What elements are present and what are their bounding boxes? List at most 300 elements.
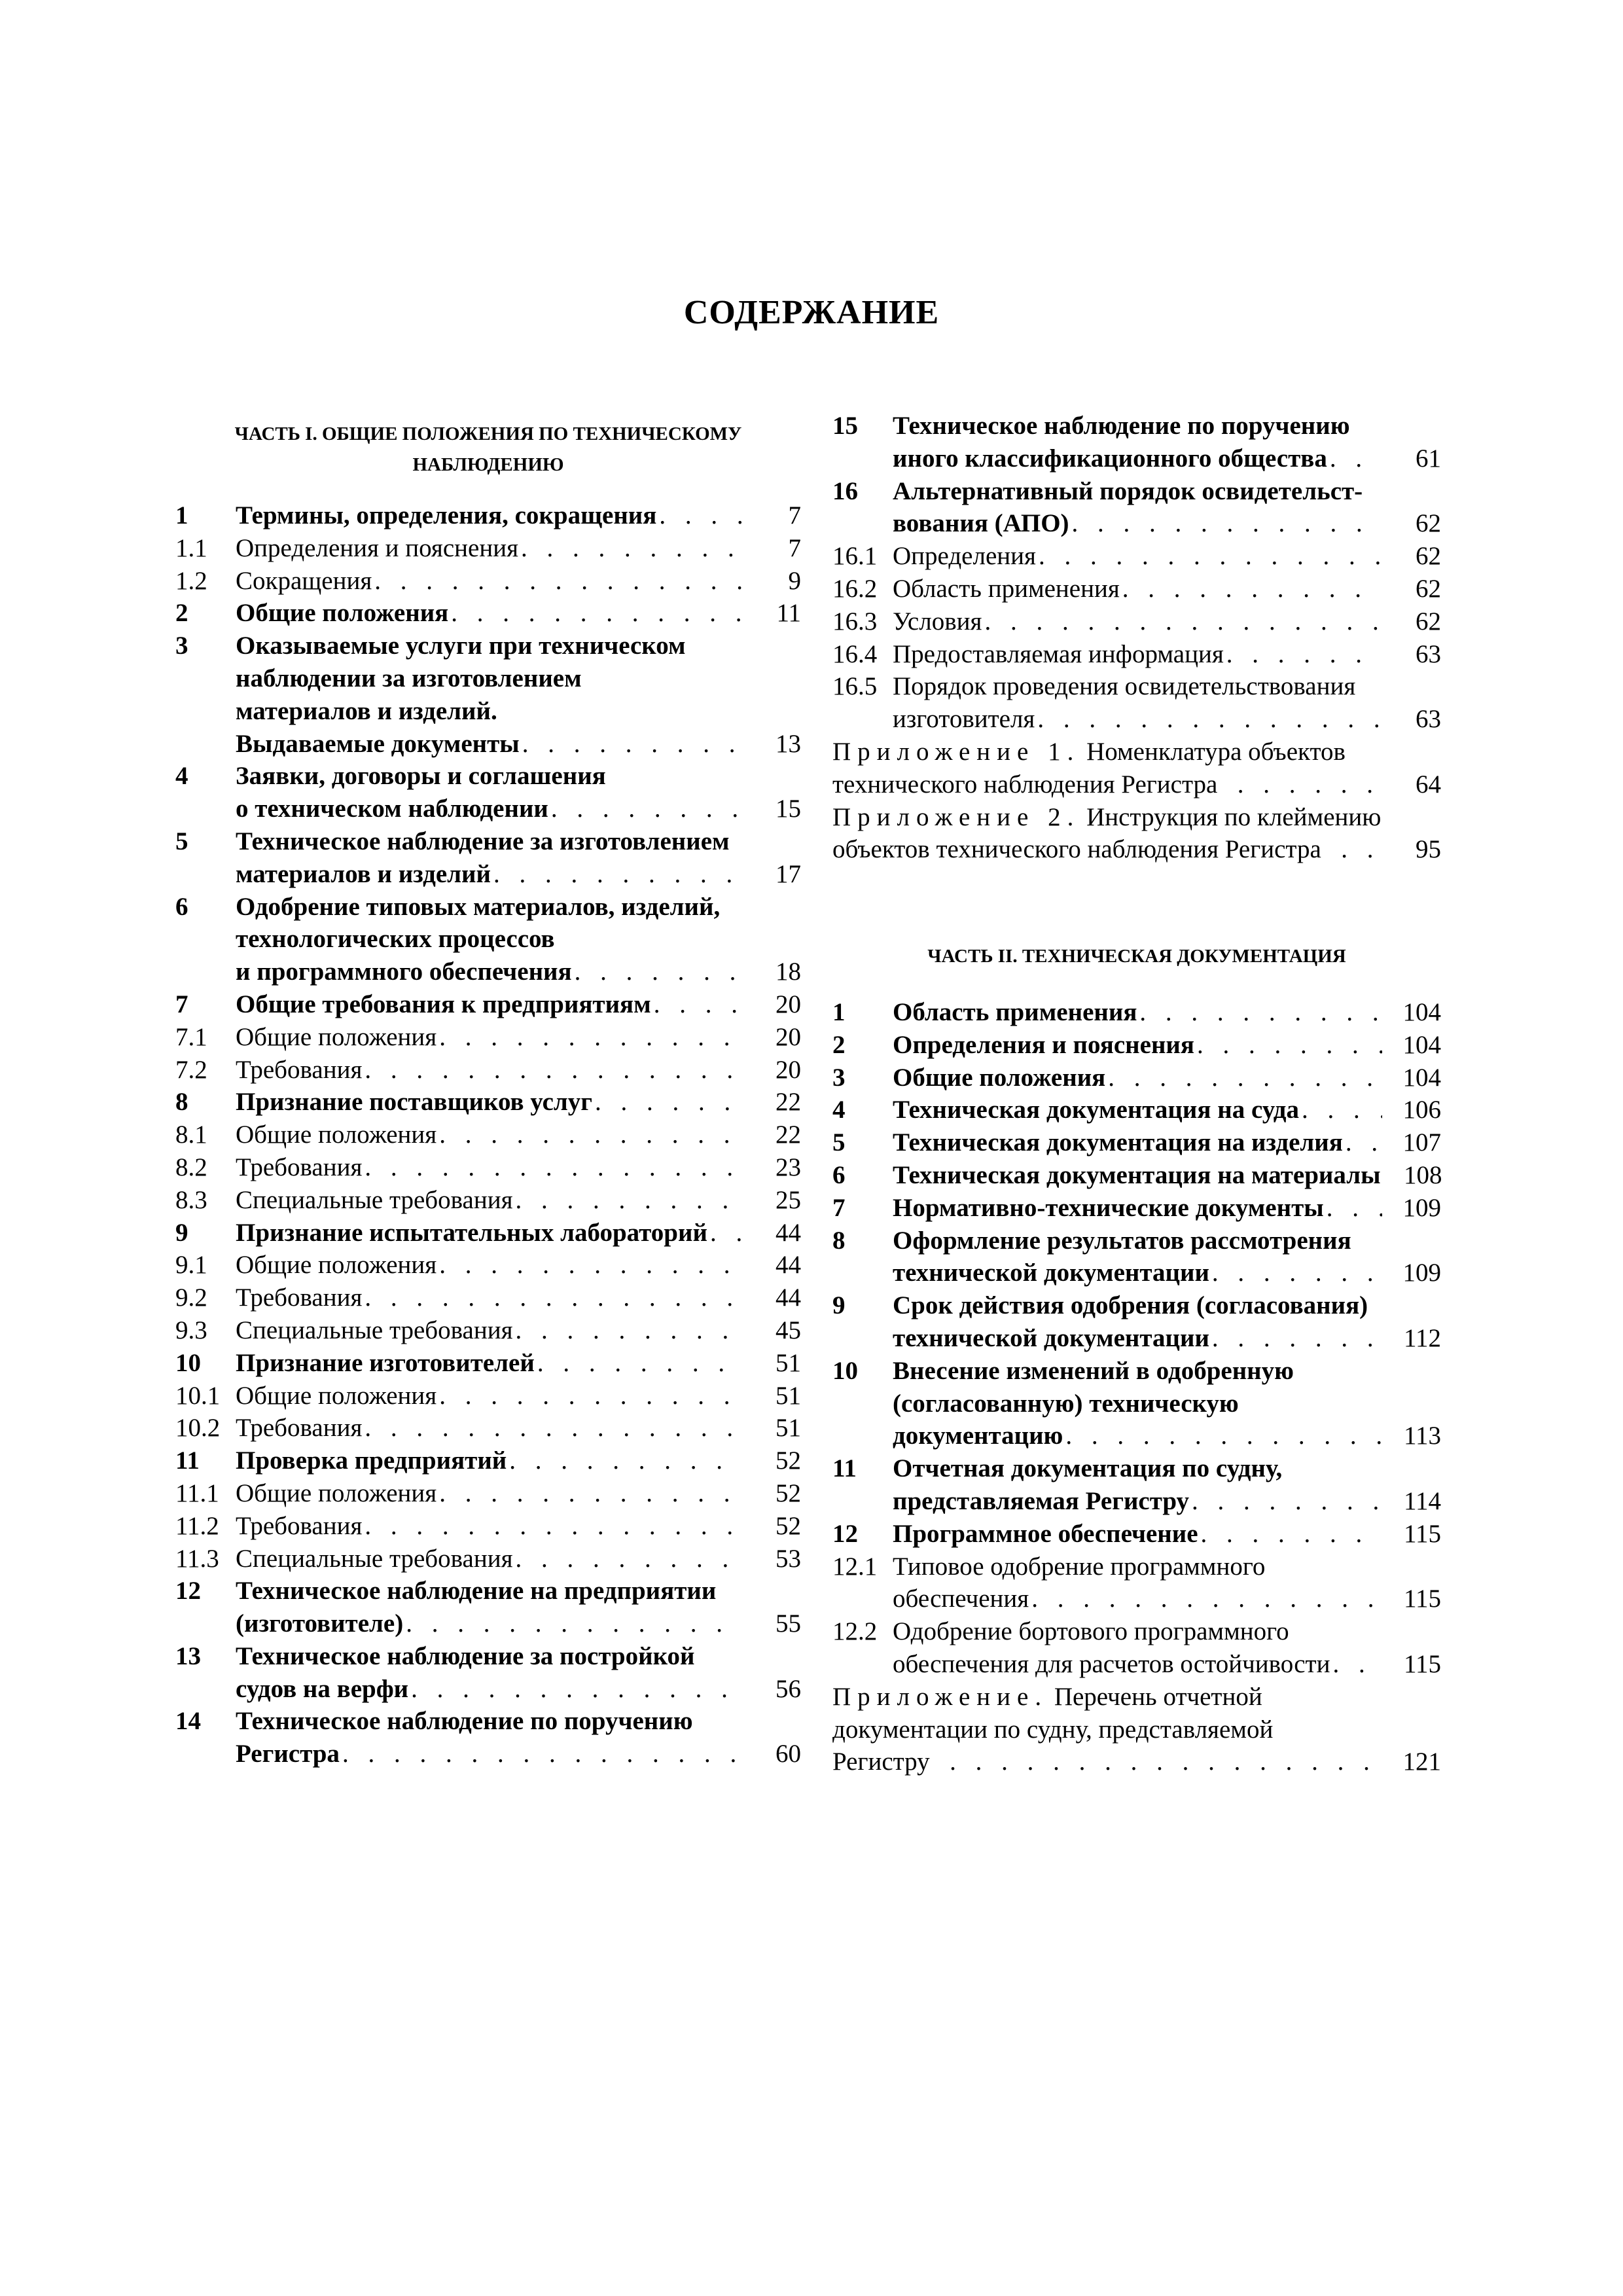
toc-entry-line [832, 768, 1441, 801]
toc-entry-title: Техническая документация на материалы [893, 1160, 1381, 1189]
dot-leader [1226, 638, 1382, 671]
toc-entry-number: 8.1 [175, 1121, 207, 1149]
toc-entry[interactable] [175, 1314, 801, 1347]
toc-entry-line [236, 565, 801, 598]
toc-entry-line [893, 703, 1441, 736]
toc-entry-title: Определения и пояснения [893, 1030, 1194, 1059]
toc-entry-number: 7 [175, 990, 188, 1018]
toc-entry[interactable] [175, 1477, 801, 1510]
toc-page-number: 18 [776, 958, 801, 986]
toc-entry[interactable] [175, 1086, 801, 1119]
toc-entry-title: технической документации [893, 1323, 1209, 1352]
toc-entry-title: Оказываемые услуги при техническом [236, 632, 686, 660]
toc-appendix-entry[interactable] [832, 801, 1441, 867]
toc-entry-line [893, 1062, 1441, 1094]
toc-entry-number: 9 [175, 1218, 188, 1247]
toc-entry[interactable] [832, 1289, 1441, 1355]
toc-page-number: 56 [776, 1674, 801, 1703]
appendix-label: Приложение. [832, 1682, 1048, 1711]
toc-entry[interactable] [175, 1054, 801, 1086]
toc-entry[interactable] [175, 597, 801, 630]
toc-entry-line [893, 1615, 1441, 1648]
dot-leader [1139, 996, 1382, 1029]
toc-entry[interactable] [175, 1217, 801, 1249]
toc-entry[interactable] [175, 1575, 801, 1640]
toc-entry-title: Общие положения [236, 1381, 437, 1410]
toc-entry-line [236, 1444, 801, 1477]
toc-entry-title: технологических процессов [236, 925, 555, 954]
toc-entry-title: Признание поставщиков услуг [236, 1088, 593, 1117]
toc-entry-title: (согласованную) техническую [893, 1389, 1239, 1418]
toc-page-number: 104 [1402, 1063, 1441, 1092]
toc-entry-line [236, 1151, 801, 1184]
dot-leader [1324, 833, 1382, 866]
toc-page-number: 13 [776, 729, 801, 758]
toc-entry-line [236, 1738, 801, 1770]
toc-entry-line [893, 1452, 1441, 1485]
toc-entry-title: и программного обеспечения [236, 958, 572, 986]
toc-entry-number: 3 [832, 1063, 846, 1092]
toc-entry[interactable] [175, 1282, 801, 1314]
toc-page-number: 61 [1416, 444, 1441, 473]
toc-entry[interactable] [832, 1126, 1441, 1159]
toc-entry-title: обеспечения [893, 1585, 1029, 1613]
toc-page-number: 15 [776, 795, 801, 823]
toc-entry-line [236, 630, 801, 662]
toc-entry-number: 11.2 [175, 1511, 219, 1540]
dot-leader [374, 565, 742, 598]
toc-page-number: 95 [1416, 835, 1441, 864]
toc-entry-number: 8 [175, 1088, 188, 1117]
toc-entry-title: иного классификационного общества [893, 444, 1327, 473]
toc-entry-line [832, 833, 1441, 866]
toc-entry[interactable] [175, 1184, 801, 1217]
toc-entry-number: 7.2 [175, 1055, 207, 1084]
toc-entry-number: 13 [175, 1641, 201, 1670]
toc-page-number: 62 [1416, 607, 1441, 636]
toc-entry-line [236, 1640, 801, 1673]
toc-page-number: 7 [788, 533, 801, 562]
toc-page-number: 52 [776, 1479, 801, 1507]
toc-entry-line [893, 1322, 1441, 1355]
part-1-heading-line-2: НАБЛЮДЕНИЮ [412, 454, 564, 475]
toc-entry-number: 8.3 [175, 1185, 207, 1214]
toc-page-number: 104 [1402, 1030, 1441, 1059]
toc-entry-number: 12.2 [832, 1617, 878, 1646]
toc-page-number: 55 [776, 1609, 801, 1638]
dot-leader [1332, 1648, 1382, 1681]
toc-page-number: 112 [1403, 1323, 1441, 1352]
part-1-heading-line-1: ЧАСТЬ I. ОБЩИЕ ПОЛОЖЕНИЯ ПО ТЕХНИЧЕСКОМУ [234, 423, 742, 444]
toc-entry-title: Техническое наблюдение по поручению [893, 412, 1350, 440]
toc-entry[interactable] [832, 1355, 1441, 1452]
toc-entry-body [236, 891, 801, 988]
toc-entry-body [893, 475, 1441, 541]
toc-entry-title: Техническое наблюдение за изготовлением [236, 827, 730, 855]
toc-entry-number: 1 [832, 998, 846, 1026]
toc-entry-title: Одобрение бортового программного [893, 1617, 1289, 1646]
dot-leader [365, 1282, 742, 1314]
toc-entry-body [236, 1249, 801, 1282]
toc-entry-line [893, 1551, 1441, 1583]
toc-entry-line [893, 1289, 1441, 1322]
appendix-label: Приложение 2. [832, 802, 1080, 831]
toc-entry-title: Предоставляемая информация [893, 639, 1224, 668]
toc-page-number: 107 [1402, 1128, 1441, 1157]
toc-page-number: 25 [776, 1185, 801, 1214]
toc-page-number: 17 [776, 859, 801, 888]
toc-page-number: 106 [1402, 1096, 1441, 1124]
toc-entry-line [893, 605, 1441, 638]
toc-entry-line [893, 507, 1441, 540]
toc-entry-title: Выдаваемые документы [236, 729, 520, 758]
toc-entry-title: Регистру [832, 1748, 930, 1776]
toc-entry[interactable] [175, 1249, 801, 1282]
dot-leader [1212, 1257, 1382, 1289]
toc-entry-body [893, 1029, 1441, 1062]
toc-entry-number: 11 [832, 1454, 857, 1483]
toc-entry-title: Определения [893, 542, 1036, 571]
toc-entry[interactable] [175, 1380, 801, 1412]
toc-entry-title: Оформление результатов рассмотрения [893, 1226, 1351, 1255]
toc-entry-title: Специальные требования [236, 1544, 513, 1573]
toc-entry-line [893, 670, 1441, 703]
dot-leader [654, 988, 742, 1021]
toc-entry-title: документации по судну, представляемой [832, 1715, 1274, 1744]
toc-entry-title: материалов и изделий [236, 859, 491, 888]
toc-page-number: 63 [1416, 639, 1441, 668]
toc-entry[interactable] [175, 1543, 801, 1575]
toc-entry-number: 4 [175, 762, 188, 791]
toc-entry[interactable] [832, 410, 1441, 475]
toc-appendix-entry[interactable] [832, 736, 1441, 801]
toc-appendix-entry[interactable] [832, 1681, 1441, 1778]
toc-entry-line [893, 996, 1441, 1029]
dot-leader [1122, 573, 1382, 605]
toc-page-number: 113 [1403, 1422, 1441, 1450]
toc-entry-number: 1 [175, 501, 188, 529]
toc-entry-title: Общие положения [236, 599, 449, 628]
toc-page-number: 121 [1402, 1748, 1441, 1776]
dot-leader [516, 1543, 742, 1575]
toc-entry[interactable] [175, 891, 801, 988]
toc-entry[interactable] [175, 630, 801, 760]
toc-entry-title: Сокращения [236, 566, 372, 595]
toc-page-number: 114 [1403, 1486, 1441, 1515]
toc-entry-title: наблюдении за изготовлением [236, 664, 582, 692]
toc-entry-body [893, 573, 1441, 605]
toc-entry[interactable] [175, 1640, 801, 1706]
toc-entry-body [832, 736, 1441, 801]
toc-entry-title: Техническая документация на суда [893, 1096, 1300, 1124]
dot-leader [521, 532, 742, 565]
toc-entry-line [236, 1510, 801, 1543]
toc-entry-number: 1.2 [175, 566, 207, 595]
dot-leader [1327, 1192, 1382, 1225]
toc-entry-line [893, 442, 1441, 475]
toc-page-number: 51 [776, 1381, 801, 1410]
toc-entry[interactable] [175, 1347, 801, 1380]
toc-entry-title: объектов технического наблюдения Регистра [832, 835, 1321, 864]
toc-entry-body [893, 1159, 1441, 1192]
toc-entry-body [236, 1543, 801, 1575]
toc-page-number: 20 [776, 1022, 801, 1051]
toc-entry[interactable] [832, 1062, 1441, 1094]
toc-entry[interactable] [832, 540, 1441, 573]
toc-entry-title: Нормативно-технические документы [893, 1193, 1324, 1222]
toc-entry[interactable] [175, 1151, 801, 1184]
toc-entry-line [236, 1543, 801, 1575]
toc-entry[interactable] [175, 760, 801, 825]
dot-leader [365, 1510, 742, 1543]
toc-entry-line [893, 1518, 1441, 1551]
toc-entry-body [236, 597, 801, 630]
dot-leader [1220, 768, 1382, 801]
toc-page-number: 53 [776, 1544, 801, 1573]
toc-entry[interactable] [175, 565, 801, 598]
toc-entry[interactable] [832, 1192, 1441, 1225]
toc-page-number: 7 [788, 501, 801, 529]
toc-page-number: 23 [776, 1153, 801, 1181]
toc-entry-line [236, 1184, 801, 1217]
toc-page-number: 22 [776, 1121, 801, 1149]
toc-entry-line [893, 1648, 1441, 1681]
toc-page-number: 115 [1403, 1585, 1441, 1613]
dot-leader [551, 793, 742, 825]
toc-entry-body [893, 670, 1441, 736]
toc-entry-title: Программное обеспечение [893, 1519, 1198, 1548]
toc-entry-body [893, 638, 1441, 671]
toc-page-number: 62 [1416, 509, 1441, 538]
toc-entry-title: обеспечения для расчетов остойчивости [893, 1649, 1330, 1678]
toc-entry-body [832, 1681, 1441, 1778]
toc-entry-line [236, 1282, 801, 1314]
dot-leader [509, 1444, 742, 1477]
dot-leader [1039, 540, 1382, 573]
toc-list-part-2 [832, 996, 1441, 1778]
toc-entry-line [832, 1713, 1441, 1746]
toc-entry[interactable] [832, 475, 1441, 541]
toc-entry-number: 16.5 [832, 672, 878, 701]
dot-leader [1072, 507, 1382, 540]
toc-entry-line [236, 1380, 801, 1412]
toc-entry-title: Область применения [893, 574, 1120, 603]
toc-entry-title: Техническое наблюдение на предприятии [236, 1577, 717, 1605]
toc-entry-body [236, 1444, 801, 1477]
toc-entry-line [236, 532, 801, 565]
toc-entry-number: 11 [175, 1446, 200, 1475]
toc-entry-number: 9.1 [175, 1251, 207, 1280]
toc-entry-line [893, 1126, 1441, 1159]
toc-entry-line [236, 1673, 801, 1706]
toc-entry-body [893, 605, 1441, 638]
toc-entry[interactable] [832, 1159, 1441, 1192]
toc-entry-body [236, 1151, 801, 1184]
toc-entry[interactable] [832, 1029, 1441, 1062]
dot-leader [1302, 1094, 1382, 1126]
toc-entry[interactable] [832, 1094, 1441, 1126]
toc-entry-line [236, 1054, 801, 1086]
toc-entry-title: Признание изготовителей [236, 1348, 535, 1377]
dot-leader [439, 1380, 742, 1412]
toc-entry-line [893, 573, 1441, 605]
toc-entry-title: вования (АПО) [893, 509, 1069, 538]
toc-entry-body [236, 1380, 801, 1412]
dot-leader [365, 1412, 742, 1444]
toc-entry-body [893, 1192, 1441, 1225]
toc-entry-title: Проверка предприятий [236, 1446, 507, 1475]
toc-entry-title: Отчетная документация по судну, [893, 1454, 1283, 1483]
toc-page-number: 115 [1403, 1649, 1441, 1678]
toc-page-number: 44 [776, 1251, 801, 1280]
toc-entry[interactable] [832, 1551, 1441, 1616]
toc-entry-line [832, 1681, 1441, 1713]
toc-page-number: 22 [776, 1088, 801, 1117]
toc-entry-body [893, 1225, 1441, 1290]
toc-entry-number: 12.1 [832, 1552, 878, 1581]
toc-entry-line [236, 1477, 801, 1510]
dot-leader [451, 597, 742, 630]
dot-leader [984, 605, 1382, 638]
toc-entry-number: 10 [175, 1348, 201, 1377]
toc-entry[interactable] [832, 670, 1441, 736]
dot-leader [406, 1607, 742, 1640]
toc-page-number: 44 [776, 1283, 801, 1312]
toc-entry-title: Техническая документация на изделия [893, 1128, 1343, 1157]
toc-entry-number: 6 [832, 1160, 846, 1189]
toc-entry[interactable] [832, 1615, 1441, 1681]
toc-entry-body [893, 1355, 1441, 1452]
toc-entry-line [236, 923, 801, 956]
toc-entry[interactable] [832, 1452, 1441, 1518]
toc-page-number: 20 [776, 990, 801, 1018]
dot-leader [710, 1217, 742, 1249]
toc-entry[interactable] [175, 1510, 801, 1543]
toc-entry-body [893, 1062, 1441, 1094]
toc-entry-title: Общие положения [236, 1251, 437, 1280]
dot-leader [1212, 1322, 1382, 1355]
toc-entry-title: Требования [236, 1055, 363, 1084]
toc-entry-title: Техническое наблюдение по поручению [236, 1707, 693, 1736]
toc-entry-number: 9.3 [175, 1316, 207, 1344]
toc-page-number: 52 [776, 1511, 801, 1540]
toc-entry[interactable] [175, 532, 801, 565]
toc-entry-body [236, 1510, 801, 1543]
toc-entry[interactable] [832, 605, 1441, 638]
toc-entry-line [893, 1029, 1441, 1062]
toc-page-number: 11 [776, 599, 801, 628]
toc-entry-body [236, 1314, 801, 1347]
dot-leader [439, 1119, 742, 1151]
toc-page-number: 52 [776, 1446, 801, 1475]
dot-leader [439, 1249, 742, 1282]
toc-entry-body [236, 499, 801, 532]
toc-entry-number: 5 [175, 827, 188, 855]
toc-entry-line [893, 1159, 1441, 1192]
toc-entry[interactable] [175, 1119, 801, 1151]
toc-entry-number: 16.4 [832, 639, 878, 668]
toc-entry-line [236, 1347, 801, 1380]
toc-entry-number: 16 [832, 476, 858, 505]
toc-entry-line [893, 475, 1441, 508]
toc-entry-title: Техническое наблюдение за постройкой [236, 1641, 695, 1670]
toc-entry-number: 11.3 [175, 1544, 219, 1573]
toc-entry[interactable] [175, 499, 801, 532]
toc-entry-line [236, 1412, 801, 1444]
toc-entry-line [236, 988, 801, 1021]
toc-entry-number: 1.1 [175, 533, 207, 562]
toc-entry-body [236, 1477, 801, 1510]
dot-leader [365, 1151, 742, 1184]
toc-entry[interactable] [832, 638, 1441, 671]
toc-entry-title: Требования [236, 1511, 363, 1540]
toc-entry-body [236, 1705, 801, 1770]
toc-entry-line [893, 1420, 1441, 1452]
toc-page-number: 62 [1416, 542, 1441, 571]
toc-entry-title: Область применения [893, 998, 1137, 1026]
toc-entry-line [832, 801, 1441, 834]
toc-entry-title: Альтернативный порядок освидетельст- [893, 476, 1363, 505]
toc-entry[interactable] [175, 1412, 801, 1444]
toc-page-number: 63 [1416, 705, 1441, 734]
part-1-heading [175, 419, 801, 480]
toc-entry-title: Регистра [236, 1740, 340, 1768]
toc-entry-title: Условия [893, 607, 982, 636]
toc-entry[interactable] [175, 1444, 801, 1477]
toc-entry-body [893, 1518, 1441, 1551]
toc-entry-body [893, 1094, 1441, 1126]
toc-entry[interactable] [832, 573, 1441, 605]
dot-leader [365, 1054, 742, 1086]
toc-entry[interactable] [832, 996, 1441, 1029]
toc-entry-title: Заявки, договоры и соглашения [236, 762, 606, 791]
document-title: СОДЕРЖАНИЕ [683, 294, 940, 331]
toc-entry-body [236, 1282, 801, 1314]
toc-page-number: 51 [776, 1414, 801, 1443]
toc-entry[interactable] [175, 1705, 801, 1770]
toc-entry-title: Общие положения [236, 1022, 437, 1051]
toc-entry-number: 9 [832, 1291, 846, 1320]
toc-entry-line [236, 1217, 801, 1249]
toc-entry-number: 2 [832, 1030, 846, 1059]
toc-entry-body [893, 1126, 1441, 1159]
toc-entry-body [236, 825, 801, 891]
dot-leader [1031, 1583, 1382, 1615]
dot-leader [575, 956, 742, 988]
toc-entry-number: 4 [832, 1096, 846, 1124]
toc-entry[interactable] [175, 1021, 801, 1054]
toc-entry-title: Определения и пояснения [236, 533, 519, 562]
toc-entry-title: Термины, определения, сокращения [236, 501, 657, 529]
toc-entry[interactable] [832, 1518, 1441, 1551]
toc-entry-title: Требования [236, 1414, 363, 1443]
toc-page-number: 44 [776, 1218, 801, 1247]
toc-entry-number: 6 [175, 892, 188, 921]
toc-entry-number: 16.3 [832, 607, 878, 636]
toc-entry-title: технической документации [893, 1259, 1209, 1287]
toc-entry[interactable] [832, 1225, 1441, 1290]
toc-page-number: 51 [776, 1348, 801, 1377]
toc-entry-line [893, 1583, 1441, 1615]
toc-entry-line [893, 1485, 1441, 1518]
toc-entry-number: 3 [175, 632, 188, 660]
toc-entry-title: Общие положения [893, 1063, 1106, 1092]
toc-entry-title: Специальные требования [236, 1185, 513, 1214]
toc-entry[interactable] [175, 988, 801, 1021]
toc-entry-line [893, 638, 1441, 671]
toc-entry[interactable] [175, 825, 801, 891]
toc-entry-title: (изготовителе) [236, 1609, 404, 1638]
